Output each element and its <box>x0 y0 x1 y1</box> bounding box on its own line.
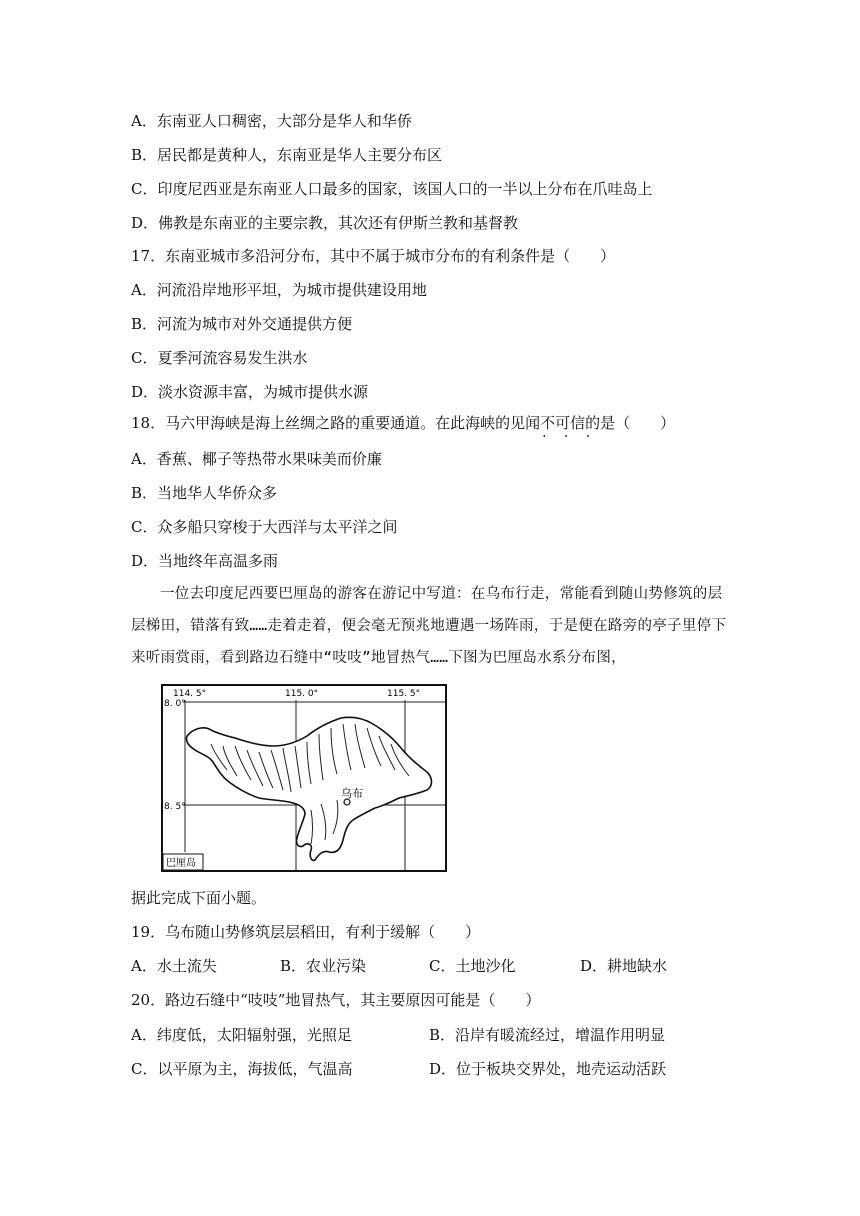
q17-stem: 17．东南亚城市多沿河分布，其中不属于城市分布的有利条件是（ ） <box>131 247 616 265</box>
q18-stem <box>131 413 675 433</box>
bali-river-map <box>161 684 447 872</box>
island-label: 巴厘岛 <box>166 858 196 869</box>
q19-option-d: D．耕地缺水 <box>580 957 668 975</box>
lon-label-115-5: 115. 5° <box>387 689 421 699</box>
ubud-label: 乌布 <box>341 787 363 800</box>
q16-option-a: A．东南亚人口稠密，大部分是华人和华侨 <box>131 112 412 130</box>
q20-option-b: B．沿岸有暖流经过，增温作用明显 <box>429 1026 666 1044</box>
lat-label-8-5: 8. 5° <box>164 802 186 812</box>
lon-label-114-5: 114. 5° <box>173 689 207 699</box>
q20-option-a: A．纬度低，太阳辐射强，光照足 <box>131 1026 352 1044</box>
q17-option-a: A．河流沿岸地形平坦，为城市提供建设用地 <box>131 281 427 299</box>
q18-option-b: B．当地华人华侨众多 <box>131 484 278 502</box>
q19-stem: 19．乌布随山势修筑层层稻田，有利于缓解（ ） <box>131 923 481 941</box>
q16-option-b: B．居民都是黄种人，东南亚是华人主要分布区 <box>131 146 443 164</box>
lat-label-8-0: 8. 0° <box>164 699 186 709</box>
q19-option-b: B．农业污染 <box>280 957 367 975</box>
q18-stem-emphasis: 不可信 · · <box>540 413 585 433</box>
passage-text: 一位去印度尼西要巴厘岛的游客在游记中写道：在乌布行走，常能看到随山势修筑的层层梯田，错落有致……走着走着，便会毫无预兆地遭遇一场阵雨，于是便在路旁的亭子里停下来听雨赏雨，看到路边石缝中“吱吱”地冒热气……下图为巴厘岛水系分布图， <box>131 586 727 666</box>
q17-option-c: C．夏季河流容易发生洪水 <box>131 349 308 367</box>
q16-option-c: C．印度尼西亚是东南亚人口最多的国家，该国人口的一半以上分布在爪哇岛上 <box>131 180 653 198</box>
q20-option-d: D．位于板块交界处，地壳运动活跃 <box>429 1060 667 1078</box>
q16-option-d: D．佛教是东南亚的主要宗教，其次还有伊斯兰教和基督教 <box>131 214 519 232</box>
q18-option-a: A．香蕉、椰子等热带水果味美而价廉 <box>131 450 382 468</box>
q20-stem: 20．路边石缝中“吱吱”地冒热气，其主要原因可能是（ ） <box>131 991 541 1009</box>
q17-option-d: D．淡水资源丰富，为城市提供水源 <box>131 383 369 401</box>
intro-text: 据此完成下面小题。 <box>131 889 267 907</box>
q17-option-b: B．河流为城市对外交通提供方便 <box>131 315 353 333</box>
q18-stem-after: 的是（ ） <box>585 414 676 432</box>
q19-option-c: C．土地沙化 <box>429 957 516 975</box>
lon-label-115-0: 115. 0° <box>285 689 319 699</box>
q18-option-c: C．众多船只穿梭于大西洋与太平洋之间 <box>131 518 398 536</box>
q20-option-c: C．以平原为主，海拔低，气温高 <box>131 1060 353 1078</box>
q18-stem-before: 18．马六甲海峡是海上丝绸之路的重要通道。在此海峡的见闻 <box>131 414 541 432</box>
q19-option-a: A．水土流失 <box>131 957 217 975</box>
q18-option-d: D．当地终年高温多雨 <box>131 552 279 570</box>
